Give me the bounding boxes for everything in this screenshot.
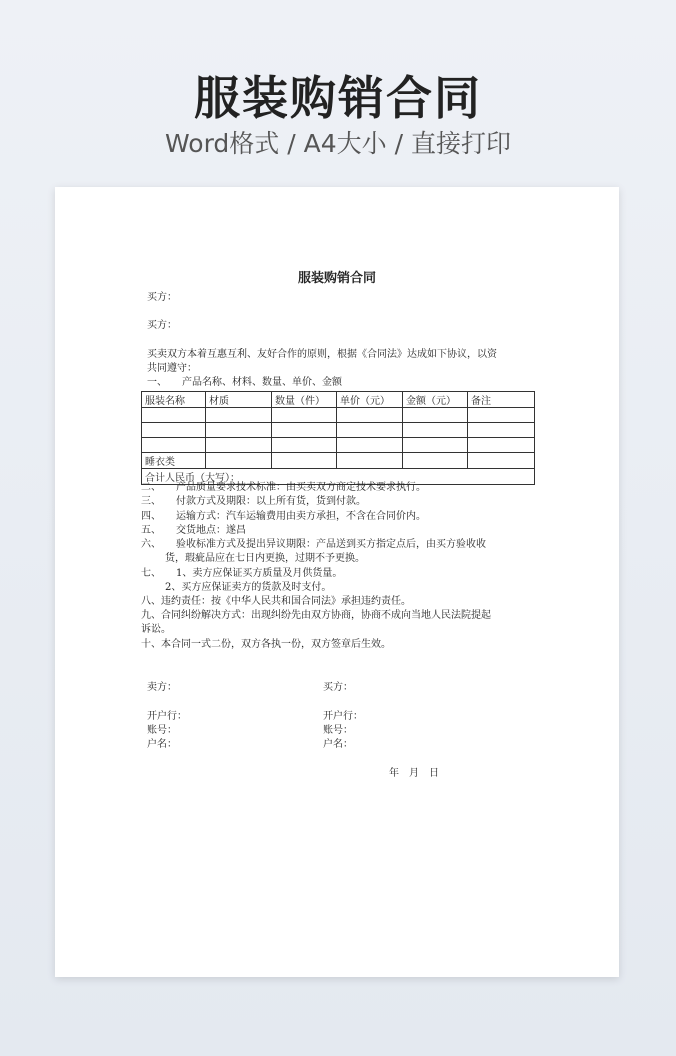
- table-cell[interactable]: [403, 453, 468, 469]
- table-row: [142, 423, 535, 438]
- buyer-line-2: 买方：: [147, 320, 177, 331]
- intro-line-2: 共同遵守：: [147, 363, 197, 374]
- table-row: [142, 408, 535, 423]
- table-cell[interactable]: [142, 438, 206, 453]
- clause-9-line-1: 九、合同纠纷解决方式：出现纠纷先由双方协商，协商不成向当地人民法院提起: [141, 610, 491, 621]
- header-cell: 材质: [206, 392, 272, 408]
- header-cell: 单价（元）: [337, 392, 403, 408]
- clause-10: 十、本合同一式二份，双方各执一份，双方签章后生效。: [141, 639, 391, 650]
- table-row: [142, 453, 535, 469]
- clause-7-line-1: 七、 1、卖方应保证买方质量及月供货量。: [141, 568, 343, 579]
- table-cell[interactable]: [206, 408, 272, 423]
- table-cell[interactable]: [206, 438, 272, 453]
- header-cell: 备注: [468, 392, 535, 408]
- clause-6-line-2: 货，瑕疵品应在七日内更换，过期不予更换。: [165, 553, 365, 564]
- table-cell[interactable]: [468, 438, 535, 453]
- seller-sign-label: 卖方：: [147, 682, 177, 693]
- clause-7-line-2: 2、买方应保证卖方的货款及时支付。: [165, 582, 332, 593]
- table-cell[interactable]: [468, 408, 535, 423]
- seller-account-label: 账号：: [147, 725, 177, 736]
- goods-table: [141, 391, 535, 485]
- table-cell[interactable]: [337, 438, 403, 453]
- table-cell[interactable]: [337, 408, 403, 423]
- table-row: [142, 438, 535, 453]
- table-cell[interactable]: [142, 408, 206, 423]
- total-amount-cell[interactable]: 合计人民币（大写）：: [142, 469, 535, 485]
- table-cell[interactable]: [403, 408, 468, 423]
- table-cell[interactable]: [468, 453, 535, 469]
- clause-8: 八、违约责任：按《中华人民共和国合同法》承担违约责任。: [141, 596, 411, 607]
- table-cell[interactable]: [142, 423, 206, 438]
- seller-bank-label: 开户行：: [147, 711, 187, 722]
- table-header-row: [142, 392, 535, 408]
- table-cell[interactable]: [272, 453, 337, 469]
- table-cell[interactable]: [272, 408, 337, 423]
- banner-title: 服装购销合同: [194, 71, 482, 125]
- banner-subtitle: Word格式 / A4大小 / 直接打印: [165, 129, 511, 158]
- clause-9-line-2: 诉讼。: [141, 624, 171, 635]
- table-cell[interactable]: [468, 423, 535, 438]
- clause-2: 二、 产品质量要求技术标准：由买卖双方商定技术要求执行。: [141, 482, 426, 493]
- table-cell[interactable]: [272, 438, 337, 453]
- buyer-bank-label: 开户行：: [323, 711, 363, 722]
- table-cell[interactable]: [337, 453, 403, 469]
- table-cell[interactable]: 睡衣类: [142, 453, 206, 469]
- clause-4: 四、 运输方式：汽车运输费用由卖方承担，不含在合同价内。: [141, 511, 426, 522]
- buyer-name-label: 户名：: [323, 739, 353, 750]
- document-title: 服装购销合同: [297, 271, 376, 286]
- clause-1: 一、 产品名称、材料、数量、单价、金额: [147, 377, 342, 388]
- buyer-line-1: 买方：: [147, 292, 177, 303]
- table-cell[interactable]: [206, 453, 272, 469]
- sign-date: 年 月 日: [389, 768, 439, 779]
- buyer-account-label: 账号：: [323, 725, 353, 736]
- document-page: [55, 187, 619, 977]
- header-cell: 数量（件）: [272, 392, 337, 408]
- intro-line-1: 买卖双方本着互惠互利、友好合作的原则，根据《合同法》达成如下协议，以资: [147, 349, 497, 360]
- seller-name-label: 户名：: [147, 739, 177, 750]
- buyer-sign-label: 买方：: [323, 682, 353, 693]
- header-cell: 服装名称: [142, 392, 206, 408]
- table-cell[interactable]: [272, 423, 337, 438]
- clause-6-line-1: 六、 验收标准方式及提出异议期限：产品送到买方指定点后，由买方验收收: [141, 539, 486, 550]
- table-cell[interactable]: [337, 423, 403, 438]
- table-cell[interactable]: [403, 438, 468, 453]
- clause-3: 三、 付款方式及期限：以上所有货，货到付款。: [141, 496, 366, 507]
- clause-5: 五、 交货地点：遂昌: [141, 525, 246, 536]
- header-cell: 金额（元）: [403, 392, 468, 408]
- table-cell[interactable]: [403, 423, 468, 438]
- table-cell[interactable]: [206, 423, 272, 438]
